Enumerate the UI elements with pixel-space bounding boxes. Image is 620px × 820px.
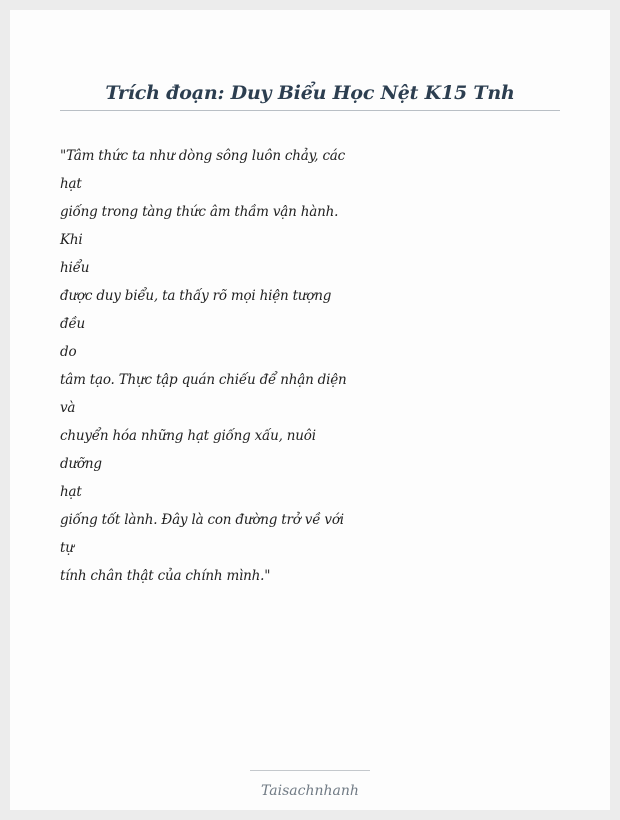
quote-body: "Tâm thức ta như dòng sông luôn chảy, các hạt giống trong tàng thức âm thầm vận hành. Khi hiểu được duy biểu, ta thấy rõ mọi hiện tượng đều do tâm tạo. Thực tập quán chiếu để nhận diện và chuyển hóa những hạt giống xấu, nuôi dưỡng hạt giống tốt lành. Đây là con đường trở về với tự tính chân thật của chính mình."	[60, 148, 347, 584]
title-divider	[60, 110, 560, 111]
footer-signature: Taisachnhanh	[261, 783, 359, 799]
footer-divider	[250, 770, 370, 771]
document-title: Trích đoạn: Duy Biểu Học Nệt K15 Tnh	[105, 82, 515, 104]
document-page	[10, 10, 610, 810]
